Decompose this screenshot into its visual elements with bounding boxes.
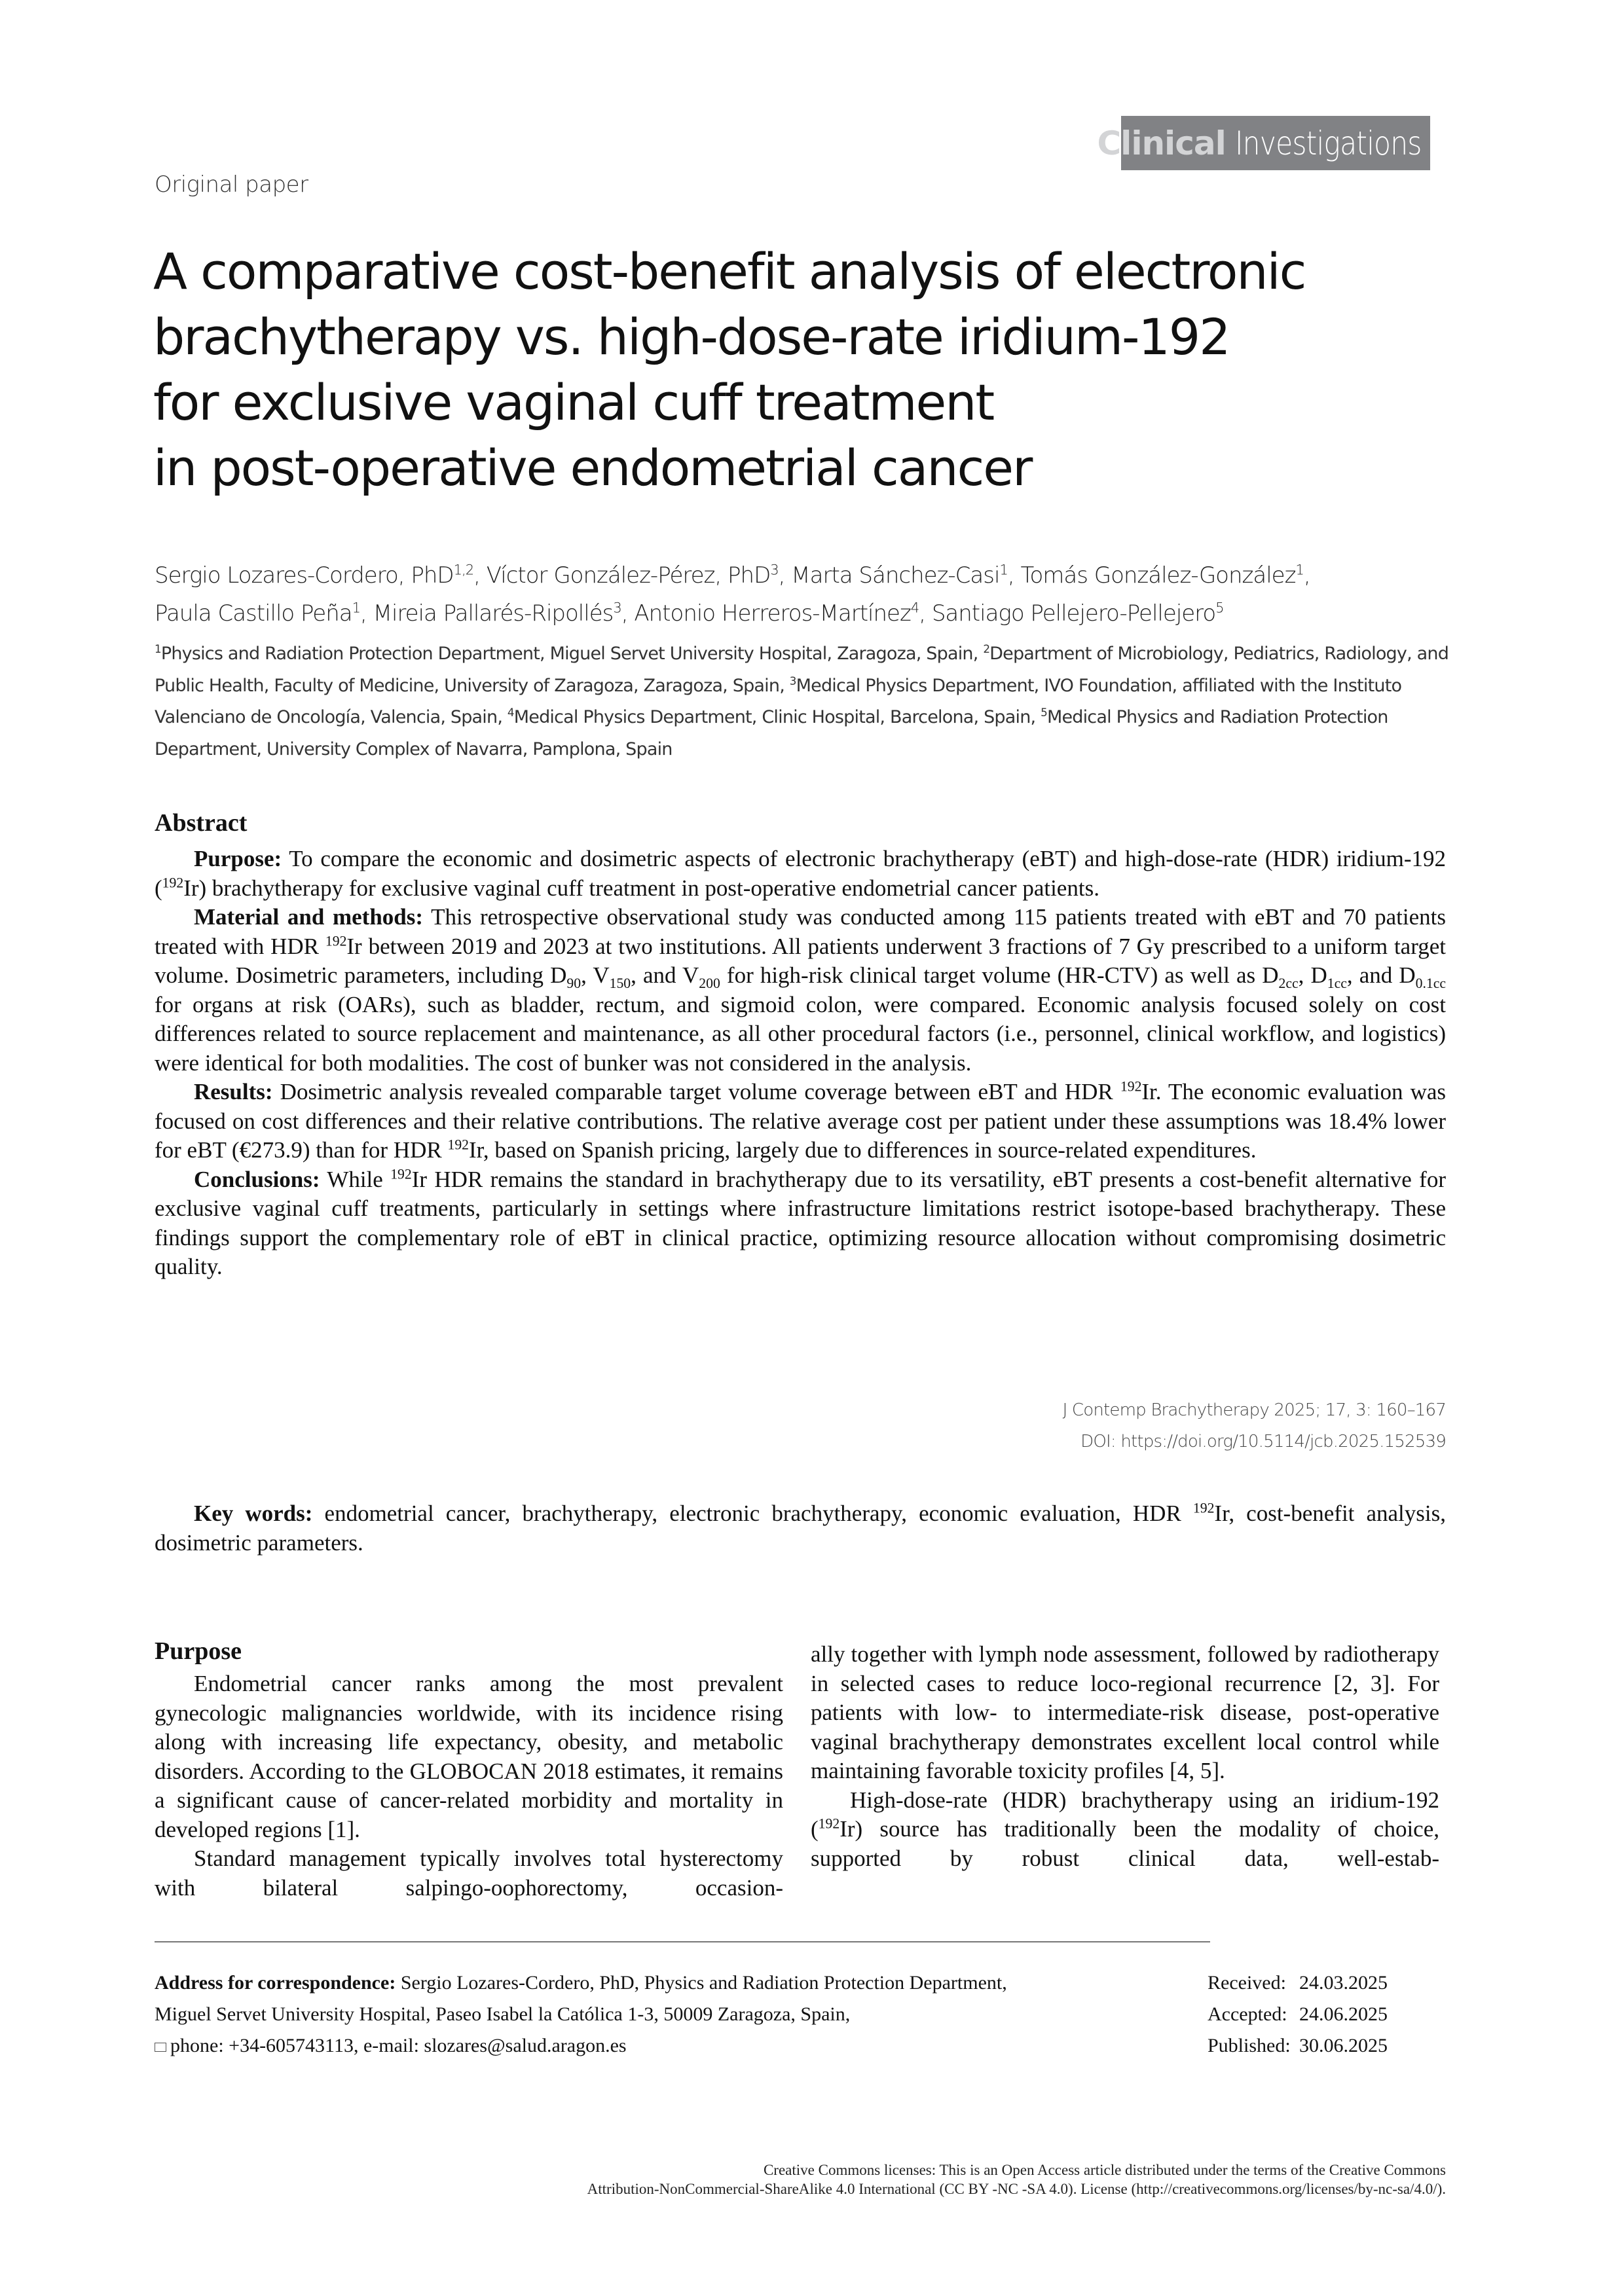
affiliation: $^3$Medical Physics Department, IVO Foundation, affiliated with the Instituto Valenciano de Oncología, Valencia, Spain, — [155, 674, 1402, 727]
title-line: A comparative cost-benefit analysis of electronic — [153, 242, 1306, 301]
author: Santiago Pellejero-Pellejero$^5$ — [931, 599, 1224, 627]
correspondence-address: Address for correspondence: Sergio Lozares-Cordero, PhD, Physics and Radiation Protection Department, Miguel Servet University Hospital, Paseo Isabel la Católica 1-3, 50009 Zaragoza, Spain, phone: +34-605743113, e-mail: slozares@salud.aragon.es — [155, 1972, 1007, 2056]
abstract-methods: Material and methods: This retrospective observational study was conducted among 115 patients treated with eBT and 70 patients treated with HDR $^{192}$Ir between 2019 and 2023 at two institutions. All patients underwent 3 fractions of 7 Gy prescribed to a uniform target volume. Dosimetric parameters, including $D_{90}$, $V_{150}$, and $V_{200}$ for high-risk clinical target volume (HR-CTV) as well as $D_{2cc}$, $D_{1cc}$, and $D_{0.1cc}$ for organs at risk (OARs), such as bladder, rectum, and sigmoid colon, were compared. Economic analysis focused solely on cost differences related to source replacement and maintenance, as all other procedural factors (i.e., personnel, clinical workflow, and logistics) were identical for both modalities. The cost of bunker was not considered in the analysis. — [155, 904, 1446, 1076]
author: Paula Castillo Peña$^1$ — [155, 599, 361, 627]
body-column-left — [155, 1669, 783, 1903]
author: Antonio Herreros-Martínez$^4$ — [634, 599, 919, 627]
abstract-purpose: Purpose: To compare the economic and dosimetric aspects of electronic brachytherapy (eBT) and high-dose-rate (HDR) iridium-192 ($^{192}$Ir) brachytherapy for exclusive vaginal cuff treatment in post-operative endometrial cancer patients. — [155, 846, 1447, 901]
abstract-heading: Abstract — [155, 809, 248, 837]
abstract-results: Results: Dosimetric analysis revealed comparable target volume coverage between eBT and HDR $^{192}$Ir. The economic evaluation was focused on cost differences and their relative contributions. The relative average cost per patient under these assumptions was 18.4% lower for eBT (€273.9) than for HDR $^{192}$Ir, based on Spanish pricing, largely due to differences in source-related expenditures. — [155, 1078, 1447, 1163]
section-badge — [1097, 116, 1430, 170]
date-received: Received: 24.03.2025 — [1208, 1972, 1388, 1994]
title-line: brachytherapy vs. high-dose-rate iridium-192 — [153, 308, 1230, 366]
journal-citation — [1063, 1394, 1446, 1457]
paragraph: High-dose-rate (HDR) brachytherapy using an iridium-192 ($^{192}$Ir) source has traditionally been the modality of choice, supported by robust clinical data, well-estab- — [811, 1787, 1439, 1871]
license-notice: Creative Commons licenses: This is an Open Access article distributed under the terms of the Creative Commons Attribution-NonCommercial-ShareAlike 4.0 International (CC BY -NC -SA 4.0). License (http://creativecommons.org/licenses/by-nc-sa/4.0/). — [587, 2162, 1446, 2197]
section-heading-purpose: Purpose — [155, 1637, 242, 1665]
affiliation: $^2$Department of Microbiology, Pediatrics, Radiology, and Public Health, Faculty of Medicine, University of Zaragoza, Zaragoza, Spain, — [155, 642, 1449, 696]
affiliation: $^1$Physics and Radiation Protection Department, Miguel Servet University Hospital, Zaragoza, Spain, — [155, 642, 978, 664]
body-column-right — [811, 1640, 1439, 1873]
journal-reference: J Contemp Brachytherapy 2025; 17, 3: 160–167 — [1062, 1400, 1446, 1420]
paper-title — [153, 239, 1397, 501]
affiliation: $^4$Medical Physics Department, Clinic Hospital, Barcelona, Spain, — [507, 706, 1036, 727]
author: Marta Sánchez-Casi$^1$ — [791, 561, 1008, 589]
date-published: Published: 30.06.2025 — [1208, 2035, 1388, 2056]
paragraph: Standard management typically involves total hysterectomy with bilateral salpingo-oophorectomy, occasion- — [155, 1846, 783, 1901]
author: Mireia Pallarés-Ripollés$^3$ — [373, 599, 621, 627]
badge-light-text: Investigations — [1234, 124, 1422, 162]
doi-link[interactable]: DOI: https://doi.org/10.5114/jcb.2025.152539 — [1080, 1432, 1446, 1451]
title-line: for exclusive vaginal cuff treatment — [153, 373, 994, 431]
author: Sergio Lozares-Cordero, PhD$^{1,2}$ — [155, 561, 474, 589]
publication-dates — [1208, 1967, 1388, 2062]
paragraph: Endometrial cancer ranks among the most prevalent gynecologic malignancies worldwide, with its incidence rising along with increasing life expectancy, obesity, and metabolic disorders. According to the GLOBOCAN 2018 estimates, it remains a significant cause of cancer-related morbidity and mortality in developed regions [1]. — [155, 1671, 783, 1842]
abstract-body — [155, 845, 1446, 1282]
contact-info: phone: +34-605743113, e-mail: slozares@salud.aragon.es — [170, 2035, 627, 2056]
date-accepted: Accepted: 24.06.2025 — [1208, 2003, 1388, 2025]
badge-bold-text: Clinical — [1097, 124, 1226, 162]
author-list: Sergio Lozares-Cordero, PhD$^{1,2}$, Víctor González-Pérez, PhD$^3$, Marta Sánchez-Casi$^1$, Tomás González-González$^1$, Paula Castillo Peña$^1$, Mireia Pallarés-Ripollés$^3$, Antonio Herreros-Martínez$^4$, Santiago Pellejero-Pellejero$^5$ — [155, 561, 1310, 627]
keywords: Key words: endometrial cancer, brachytherapy, electronic brachytherapy, economic evaluation, HDR $^{192}$Ir, cost-benefit analysis, dosimetric parameters. — [155, 1500, 1447, 1556]
author: Víctor González-Pérez, PhD$^3$ — [486, 561, 779, 589]
title-line: in post-operative endometrial cancer — [153, 439, 1032, 497]
affiliations — [155, 638, 1464, 765]
affiliation: $^5$Medical Physics and Radiation Protection Department, University Complex of Navarra, Pamplona, Spain — [155, 706, 1388, 759]
paragraph: ally together with lymph node assessment, followed by radiotherapy in selected cases to reduce loco-regional recurrence [2, 3]. For patients with low- to intermediate-risk disease, post-operative vaginal brachytherapy demonstrates excellent local control while maintaining favorable toxicity profiles [4, 5]. — [811, 1641, 1439, 1783]
envelope-icon — [155, 2043, 166, 2052]
abstract-conclusions: Conclusions: While $^{192}$Ir HDR remains the standard in brachytherapy due to its versatility, eBT presents a cost-benefit alternative for exclusive vaginal cuff treatments, particularly in settings where infrastructure limitations restrict isotope-based brachytherapy. These findings support the complementary role of eBT in clinical practice, optimizing resource allocation without compromising dosimetric quality. — [155, 1165, 1446, 1279]
author: Tomás González-González$^1$ — [1020, 561, 1304, 589]
footnote-divider — [155, 1941, 1210, 1942]
article-type: Original paper — [155, 172, 308, 198]
